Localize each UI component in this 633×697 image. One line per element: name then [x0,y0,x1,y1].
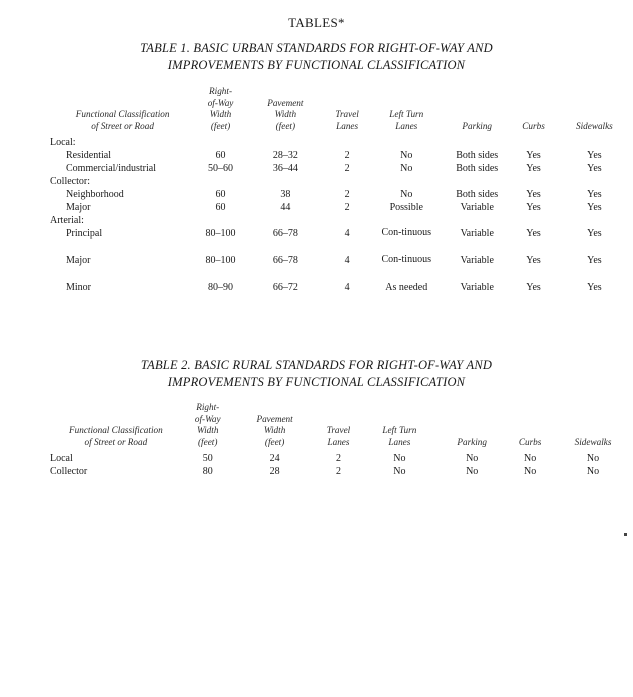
cell-right-of-way: 60 [215,150,226,161]
col-header-travel-lanes: Travel Lanes [335,109,359,131]
cell-classification: Major [66,202,91,213]
cell-parking: Variable [460,228,494,239]
table2-title [0,357,633,391]
table-row-residential [50,149,633,162]
cell-sidewalks: No [586,453,600,464]
table-row-minor [50,281,633,294]
cell-travel-lanes: 2 [344,163,350,174]
cell-right-of-way: 60 [215,189,226,200]
cell-curbs: Yes [526,189,541,200]
cell-sidewalks: Yes [587,163,602,174]
cell-travel-lanes: 2 [344,150,350,161]
group-row-arterial [50,214,633,227]
cell-sidewalks: Yes [587,189,602,200]
rural-standards-table [50,402,633,478]
cell-pavement: 44 [280,202,291,213]
cell-right-of-way: 60 [215,202,226,213]
cell-classification: Commercial/industrial [66,163,156,174]
cell-left-turn: No [393,466,406,477]
scan-speck [624,533,627,536]
cell-travel-lanes: 2 [344,202,350,213]
cell-classification: Local [50,453,73,464]
cell-travel-lanes: 4 [344,228,350,239]
table-row-collector [50,465,633,478]
cell-parking: Both sides [456,189,499,200]
group-row-collector [50,175,633,188]
cell-parking: Variable [460,202,494,213]
table2-title-line2: IMPROVEMENTS BY FUNCTIONAL CLASSIFICATION [167,375,466,389]
table-row-major-collector [50,201,633,214]
cell-sidewalks: Yes [587,282,602,293]
cell-classification: Collector [50,466,88,477]
page-heading: TABLES* [288,15,345,30]
cell-pavement: 66–72 [272,282,298,293]
cell-parking: Variable [460,282,494,293]
table-row-principal [50,227,633,254]
cell-right-of-way: 80–100 [205,255,236,266]
col-header-pavement-width: Pavement Width (feet) [267,97,304,131]
cell-parking: Both sides [456,163,499,174]
cell-sidewalks: Yes [587,150,602,161]
cell-left-turn: Possible [389,202,423,213]
cell-parking: Both sides [456,150,499,161]
table1-header-row [50,86,633,136]
cell-curbs: Yes [526,163,541,174]
cell-classification: Principal [66,228,103,239]
col-header-sidewalks: Sidewalks [576,120,613,131]
cell-parking: No [466,453,479,464]
table-row-neighborhood [50,188,633,201]
cell-right-of-way: 80–100 [205,228,236,239]
table1-title [0,40,633,74]
col-header-pavement-width: Pavement Width (feet) [256,413,293,447]
group-label-collector: Collector: [50,176,90,187]
col-header-sidewalks: Sidewalks [574,436,612,447]
cell-right-of-way: 80–90 [208,282,234,293]
cell-sidewalks: Yes [587,202,602,213]
table1-title-line2: IMPROVEMENTS BY FUNCTIONAL CLASSIFICATION [167,58,466,72]
cell-right-of-way: 80 [202,466,213,477]
cell-curbs: Yes [526,202,541,213]
col-header-functional-classification: Functional Classification of Street or Road [75,109,170,131]
cell-parking: No [466,466,479,477]
table2-title-line1: TABLE 2. BASIC RURAL STANDARDS FOR RIGHT-OF-WAY AND [140,358,493,372]
cell-parking: Variable [460,255,494,266]
cell-travel-lanes: 2 [344,189,350,200]
cell-pavement: 36–44 [272,163,298,174]
table-row-commercial [50,162,633,175]
cell-left-turn: No [393,453,406,464]
cell-left-turn: Con-tinuous [381,254,431,265]
cell-right-of-way: 50–60 [208,163,234,174]
cell-travel-lanes: 2 [335,453,341,464]
cell-pavement: 38 [280,189,291,200]
cell-curbs: No [523,453,537,464]
col-header-right-of-way-width: Right- of-Way Width (feet) [207,86,234,131]
group-label-local: Local: [50,137,76,148]
cell-curbs: Yes [526,228,541,239]
col-header-right-of-way-width: Right- of-Way Width (feet) [194,402,221,447]
table2-header-row [50,402,633,452]
group-label-arterial: Arterial: [50,215,84,226]
group-row-local [50,136,633,149]
cell-sidewalks: Yes [587,228,602,239]
col-header-left-turn-lanes: Left Turn Lanes [382,425,417,447]
cell-left-turn: No [400,189,413,200]
cell-classification: Residential [66,150,111,161]
cell-left-turn: As needed [385,282,428,293]
cell-pavement: 24 [269,453,280,464]
col-header-parking: Parking [457,436,487,447]
cell-left-turn: No [400,163,413,174]
cell-classification: Major [66,255,91,266]
table-row-local [50,452,633,465]
cell-pavement: 28–32 [272,150,298,161]
cell-travel-lanes: 4 [344,255,350,266]
cell-pavement: 28 [269,466,280,477]
table-row-major-arterial [50,254,633,281]
cell-classification: Neighborhood [66,189,124,200]
urban-standards-table [50,86,633,294]
col-header-travel-lanes: Travel Lanes [326,425,351,447]
cell-pavement: 66–78 [272,228,298,239]
col-header-curbs: Curbs [518,436,542,447]
cell-curbs: Yes [526,255,541,266]
col-header-functional-classification: Functional Classification of Street or Road [69,425,163,447]
cell-curbs: Yes [526,150,541,161]
cell-sidewalks: No [586,466,600,477]
table1-title-line1: TABLE 1. BASIC URBAN STANDARDS FOR RIGHT-OF-WAY AND [140,41,493,55]
col-header-curbs: Curbs [522,120,545,131]
cell-sidewalks: Yes [587,255,602,266]
cell-pavement: 66–78 [272,255,298,266]
col-header-left-turn-lanes: Left Turn Lanes [389,109,424,131]
cell-curbs: No [523,466,537,477]
cell-left-turn: No [400,150,413,161]
cell-travel-lanes: 2 [335,466,341,477]
cell-travel-lanes: 4 [344,282,350,293]
cell-left-turn: Con-tinuous [381,227,431,238]
cell-classification: Minor [66,282,91,293]
col-header-parking: Parking [462,120,493,131]
cell-right-of-way: 50 [202,453,213,464]
cell-curbs: Yes [526,282,541,293]
